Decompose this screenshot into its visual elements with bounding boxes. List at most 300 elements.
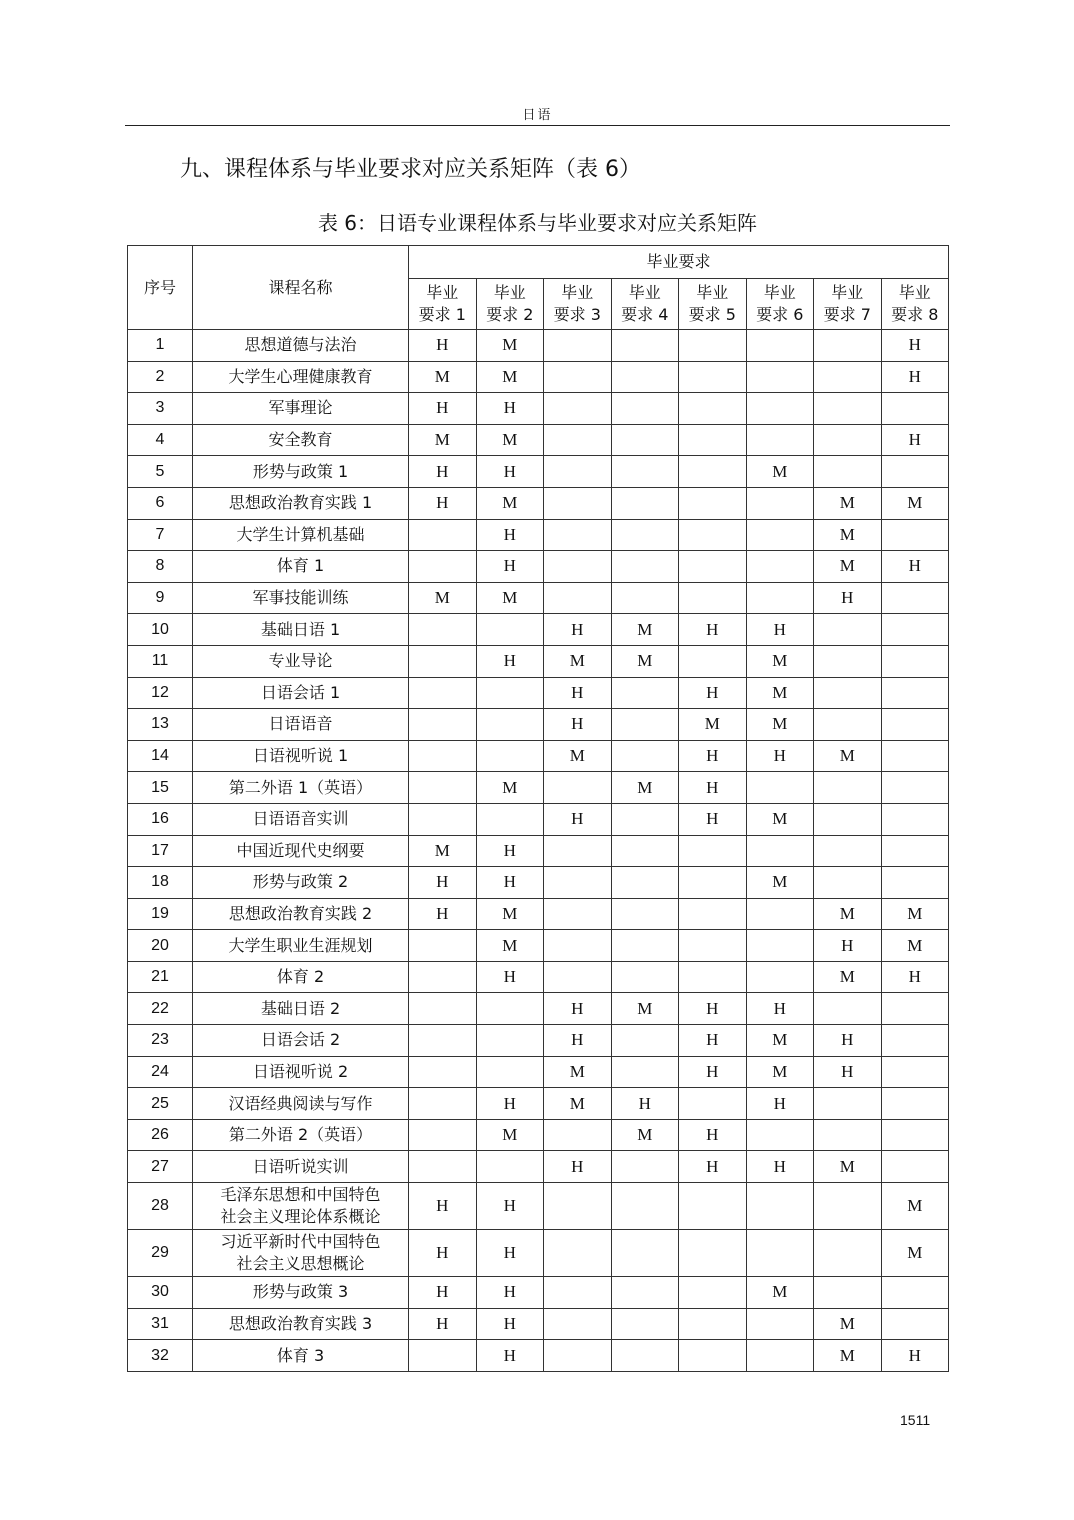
table-row	[128, 1340, 949, 1372]
requirement-3-cell	[544, 1340, 612, 1372]
requirement-3-cell: H	[544, 803, 612, 835]
requirement-6-cell: H	[746, 1088, 814, 1120]
course-name: 思想政治教育实践 1	[193, 487, 409, 519]
requirement-1-cell	[409, 961, 477, 993]
table-row	[128, 645, 949, 677]
row-number: 30	[128, 1277, 193, 1309]
table-row	[128, 614, 949, 646]
requirement-1-cell: H	[409, 1230, 477, 1277]
requirement-7-cell: M	[814, 487, 882, 519]
requirement-3-cell	[544, 424, 612, 456]
requirement-3-cell	[544, 456, 612, 488]
table-row	[128, 487, 949, 519]
requirement-6-cell: M	[746, 456, 814, 488]
requirement-1-cell	[409, 1088, 477, 1120]
requirement-6-cell	[746, 1340, 814, 1372]
requirement-6-cell	[746, 835, 814, 867]
table-row	[128, 361, 949, 393]
row-number: 26	[128, 1119, 193, 1151]
requirement-5-cell	[679, 1183, 747, 1230]
course-requirement-matrix	[127, 245, 949, 1372]
header-requirement-2: 毕业 要求 2	[476, 279, 544, 330]
course-name: 形势与政策 2	[193, 867, 409, 899]
requirement-8-cell	[881, 1277, 949, 1309]
requirement-3-cell: M	[544, 740, 612, 772]
table-row	[128, 1183, 949, 1230]
course-name: 第二外语 1（英语）	[193, 772, 409, 804]
requirement-6-cell	[746, 582, 814, 614]
row-number: 2	[128, 361, 193, 393]
requirement-4-cell	[611, 393, 679, 425]
table-row	[128, 835, 949, 867]
requirement-3-cell: M	[544, 1056, 612, 1088]
requirement-6-cell: M	[746, 645, 814, 677]
requirement-2-cell	[476, 740, 544, 772]
requirement-8-cell: M	[881, 487, 949, 519]
requirement-1-cell: H	[409, 393, 477, 425]
requirement-4-cell	[611, 456, 679, 488]
requirement-6-cell: M	[746, 867, 814, 899]
requirement-3-cell	[544, 867, 612, 899]
header-requirement-1: 毕业 要求 1	[409, 279, 477, 330]
course-name: 第二外语 2（英语）	[193, 1119, 409, 1151]
row-number: 24	[128, 1056, 193, 1088]
requirement-1-cell	[409, 1151, 477, 1183]
requirement-3-cell: M	[544, 1088, 612, 1120]
header-requirement-3: 毕业 要求 3	[544, 279, 612, 330]
requirement-2-cell	[476, 614, 544, 646]
requirement-7-cell	[814, 677, 882, 709]
requirement-3-cell	[544, 835, 612, 867]
requirement-6-cell: H	[746, 1151, 814, 1183]
header-seq: 序号	[128, 246, 193, 330]
course-name: 体育 2	[193, 961, 409, 993]
requirement-2-cell: M	[476, 582, 544, 614]
requirement-8-cell	[881, 582, 949, 614]
requirement-1-cell	[409, 1056, 477, 1088]
requirement-3-cell	[544, 772, 612, 804]
requirement-3-cell	[544, 582, 612, 614]
requirement-3-cell	[544, 393, 612, 425]
requirement-2-cell: M	[476, 361, 544, 393]
requirement-3-cell: H	[544, 614, 612, 646]
requirement-7-cell: M	[814, 1308, 882, 1340]
table-row	[128, 709, 949, 741]
requirement-5-cell	[679, 1088, 747, 1120]
requirement-2-cell	[476, 677, 544, 709]
requirement-4-cell	[611, 582, 679, 614]
requirement-3-cell	[544, 1119, 612, 1151]
table-row	[128, 1230, 949, 1277]
requirement-8-cell: H	[881, 424, 949, 456]
table-row	[128, 772, 949, 804]
table-row	[128, 867, 949, 899]
course-name: 基础日语 2	[193, 993, 409, 1025]
row-number: 1	[128, 330, 193, 362]
requirement-4-cell: M	[611, 772, 679, 804]
requirement-1-cell	[409, 519, 477, 551]
requirement-1-cell	[409, 740, 477, 772]
table-row	[128, 1151, 949, 1183]
requirement-5-cell	[679, 361, 747, 393]
requirement-4-cell	[611, 361, 679, 393]
requirement-1-cell	[409, 645, 477, 677]
requirement-3-cell	[544, 1230, 612, 1277]
course-name: 大学生计算机基础	[193, 519, 409, 551]
requirement-6-cell	[746, 330, 814, 362]
course-name: 形势与政策 1	[193, 456, 409, 488]
row-number: 3	[128, 393, 193, 425]
requirement-6-cell: M	[746, 677, 814, 709]
table-row	[128, 1119, 949, 1151]
requirement-6-cell	[746, 1119, 814, 1151]
requirement-1-cell: H	[409, 898, 477, 930]
row-number: 14	[128, 740, 193, 772]
requirement-7-cell	[814, 393, 882, 425]
requirement-1-cell	[409, 551, 477, 583]
requirement-2-cell: M	[476, 930, 544, 962]
requirement-5-cell	[679, 519, 747, 551]
requirement-2-cell: H	[476, 645, 544, 677]
requirement-6-cell	[746, 487, 814, 519]
row-number: 31	[128, 1308, 193, 1340]
requirement-2-cell: M	[476, 330, 544, 362]
requirement-4-cell	[611, 930, 679, 962]
requirement-7-cell	[814, 1183, 882, 1230]
row-number: 23	[128, 1025, 193, 1057]
requirement-6-cell	[746, 361, 814, 393]
requirement-4-cell	[611, 898, 679, 930]
requirement-2-cell: M	[476, 772, 544, 804]
requirement-3-cell: M	[544, 645, 612, 677]
requirement-2-cell: M	[476, 898, 544, 930]
requirement-7-cell	[814, 867, 882, 899]
course-name: 思想道德与法治	[193, 330, 409, 362]
header-requirement-7: 毕业 要求 7	[814, 279, 882, 330]
requirement-6-cell: M	[746, 1025, 814, 1057]
row-number: 32	[128, 1340, 193, 1372]
requirement-4-cell	[611, 709, 679, 741]
course-name: 思想政治教育实践 3	[193, 1308, 409, 1340]
row-number: 29	[128, 1230, 193, 1277]
requirement-2-cell: H	[476, 835, 544, 867]
requirement-3-cell: H	[544, 677, 612, 709]
requirement-8-cell	[881, 456, 949, 488]
row-number: 16	[128, 803, 193, 835]
requirement-6-cell: H	[746, 614, 814, 646]
course-name: 专业导论	[193, 645, 409, 677]
row-number: 17	[128, 835, 193, 867]
requirement-4-cell: H	[611, 1088, 679, 1120]
requirement-4-cell	[611, 835, 679, 867]
requirement-5-cell	[679, 582, 747, 614]
requirement-6-cell: H	[746, 993, 814, 1025]
requirement-3-cell	[544, 961, 612, 993]
requirement-2-cell	[476, 1151, 544, 1183]
course-name: 习近平新时代中国特色 社会主义思想概论	[193, 1230, 409, 1277]
requirement-5-cell: H	[679, 1151, 747, 1183]
requirement-4-cell	[611, 519, 679, 551]
requirement-1-cell: H	[409, 1308, 477, 1340]
requirement-8-cell	[881, 1088, 949, 1120]
requirement-2-cell	[476, 709, 544, 741]
requirement-7-cell: H	[814, 1025, 882, 1057]
requirement-7-cell	[814, 772, 882, 804]
requirement-5-cell: H	[679, 803, 747, 835]
requirement-5-cell: M	[679, 709, 747, 741]
course-name: 形势与政策 3	[193, 1277, 409, 1309]
course-name: 大学生心理健康教育	[193, 361, 409, 393]
row-number: 20	[128, 930, 193, 962]
requirement-2-cell: H	[476, 551, 544, 583]
requirement-5-cell	[679, 1230, 747, 1277]
requirement-5-cell	[679, 393, 747, 425]
requirement-4-cell	[611, 677, 679, 709]
requirement-5-cell	[679, 898, 747, 930]
table-row	[128, 330, 949, 362]
requirement-2-cell: H	[476, 1088, 544, 1120]
course-name: 汉语经典阅读与写作	[193, 1088, 409, 1120]
requirement-8-cell	[881, 1151, 949, 1183]
row-number: 21	[128, 961, 193, 993]
requirement-6-cell	[746, 551, 814, 583]
requirement-8-cell	[881, 835, 949, 867]
row-number: 5	[128, 456, 193, 488]
header-requirement-8: 毕业 要求 8	[881, 279, 949, 330]
row-number: 7	[128, 519, 193, 551]
requirement-3-cell: H	[544, 709, 612, 741]
table-caption: 表 6：日语专业课程体系与毕业要求对应关系矩阵	[317, 211, 758, 235]
requirement-6-cell	[746, 1183, 814, 1230]
requirement-8-cell	[881, 993, 949, 1025]
requirement-5-cell: H	[679, 1025, 747, 1057]
requirement-5-cell: H	[679, 772, 747, 804]
table-row	[128, 930, 949, 962]
requirement-6-cell: M	[746, 1277, 814, 1309]
requirement-8-cell: H	[881, 330, 949, 362]
section-title: 九、课程体系与毕业要求对应关系矩阵（表 6）	[180, 157, 641, 182]
table-row	[128, 993, 949, 1025]
requirement-7-cell: M	[814, 961, 882, 993]
requirement-6-cell	[746, 1308, 814, 1340]
requirement-5-cell	[679, 1340, 747, 1372]
requirement-4-cell	[611, 1025, 679, 1057]
requirement-5-cell	[679, 961, 747, 993]
requirement-2-cell	[476, 993, 544, 1025]
requirement-4-cell	[611, 330, 679, 362]
requirement-6-cell	[746, 961, 814, 993]
course-name: 体育 3	[193, 1340, 409, 1372]
requirement-2-cell: H	[476, 961, 544, 993]
table-row	[128, 677, 949, 709]
requirement-3-cell	[544, 330, 612, 362]
course-name: 日语视听说 1	[193, 740, 409, 772]
requirement-5-cell	[679, 456, 747, 488]
requirement-5-cell	[679, 930, 747, 962]
header-requirement-4: 毕业 要求 4	[611, 279, 679, 330]
requirement-1-cell	[409, 614, 477, 646]
requirement-4-cell: M	[611, 645, 679, 677]
requirement-5-cell	[679, 835, 747, 867]
row-number: 6	[128, 487, 193, 519]
requirement-7-cell: H	[814, 582, 882, 614]
row-number: 18	[128, 867, 193, 899]
row-number: 4	[128, 424, 193, 456]
requirement-3-cell	[544, 519, 612, 551]
requirement-7-cell: M	[814, 551, 882, 583]
requirement-1-cell: H	[409, 867, 477, 899]
requirement-2-cell: H	[476, 456, 544, 488]
requirement-8-cell	[881, 1308, 949, 1340]
requirement-6-cell: M	[746, 709, 814, 741]
requirement-7-cell	[814, 1230, 882, 1277]
course-name: 军事技能训练	[193, 582, 409, 614]
requirement-2-cell	[476, 1056, 544, 1088]
requirement-1-cell: H	[409, 1183, 477, 1230]
requirement-2-cell: M	[476, 424, 544, 456]
requirement-1-cell: H	[409, 456, 477, 488]
requirement-6-cell	[746, 393, 814, 425]
requirement-4-cell: M	[611, 614, 679, 646]
table-row	[128, 551, 949, 583]
requirement-5-cell	[679, 487, 747, 519]
requirement-6-cell	[746, 898, 814, 930]
requirement-1-cell: H	[409, 1277, 477, 1309]
requirement-4-cell	[611, 1308, 679, 1340]
table-row	[128, 1277, 949, 1309]
requirement-6-cell	[746, 1230, 814, 1277]
requirement-7-cell: M	[814, 1151, 882, 1183]
requirement-7-cell: H	[814, 930, 882, 962]
table-row	[128, 1088, 949, 1120]
requirement-3-cell	[544, 487, 612, 519]
requirement-3-cell	[544, 1308, 612, 1340]
row-number: 8	[128, 551, 193, 583]
requirement-1-cell	[409, 677, 477, 709]
table-row	[128, 1056, 949, 1088]
requirement-4-cell	[611, 961, 679, 993]
requirement-2-cell: H	[476, 1183, 544, 1230]
requirement-4-cell	[611, 551, 679, 583]
requirement-8-cell: M	[881, 898, 949, 930]
requirement-6-cell	[746, 424, 814, 456]
requirement-7-cell	[814, 1088, 882, 1120]
requirement-1-cell: M	[409, 424, 477, 456]
table-row	[128, 961, 949, 993]
requirement-1-cell	[409, 1119, 477, 1151]
requirement-8-cell	[881, 393, 949, 425]
requirement-3-cell	[544, 898, 612, 930]
requirement-8-cell: H	[881, 961, 949, 993]
table-row	[128, 519, 949, 551]
requirement-7-cell: M	[814, 740, 882, 772]
course-name: 安全教育	[193, 424, 409, 456]
requirement-8-cell: H	[881, 551, 949, 583]
row-number: 13	[128, 709, 193, 741]
requirement-7-cell	[814, 1119, 882, 1151]
course-name: 思想政治教育实践 2	[193, 898, 409, 930]
requirement-5-cell: H	[679, 1119, 747, 1151]
row-number: 15	[128, 772, 193, 804]
requirement-2-cell: M	[476, 487, 544, 519]
row-number: 22	[128, 993, 193, 1025]
running-header: 日语	[522, 108, 553, 123]
requirement-1-cell	[409, 803, 477, 835]
requirement-7-cell: H	[814, 1056, 882, 1088]
requirement-2-cell: H	[476, 867, 544, 899]
course-name: 军事理论	[193, 393, 409, 425]
requirement-8-cell: H	[881, 361, 949, 393]
requirement-7-cell	[814, 456, 882, 488]
requirement-6-cell	[746, 930, 814, 962]
requirement-4-cell	[611, 487, 679, 519]
course-name: 日语会话 2	[193, 1025, 409, 1057]
requirement-8-cell	[881, 677, 949, 709]
course-name: 毛泽东思想和中国特色 社会主义理论体系概论	[193, 1183, 409, 1230]
table-row	[128, 740, 949, 772]
requirement-6-cell: H	[746, 740, 814, 772]
requirement-7-cell	[814, 835, 882, 867]
requirement-4-cell: M	[611, 1119, 679, 1151]
course-name: 大学生职业生涯规划	[193, 930, 409, 962]
requirement-2-cell	[476, 803, 544, 835]
header-graduation-requirements: 毕业要求	[409, 246, 949, 279]
requirement-3-cell	[544, 1277, 612, 1309]
requirement-8-cell	[881, 772, 949, 804]
table-row	[128, 393, 949, 425]
requirement-8-cell	[881, 645, 949, 677]
table-row	[128, 582, 949, 614]
requirement-4-cell	[611, 1151, 679, 1183]
requirement-3-cell: H	[544, 1151, 612, 1183]
header-requirement-5: 毕业 要求 5	[679, 279, 747, 330]
table-row	[128, 803, 949, 835]
requirement-7-cell	[814, 330, 882, 362]
requirement-7-cell: M	[814, 898, 882, 930]
requirement-8-cell: H	[881, 1340, 949, 1372]
requirement-5-cell: H	[679, 677, 747, 709]
row-number: 9	[128, 582, 193, 614]
requirement-8-cell: M	[881, 1230, 949, 1277]
header-course-name: 课程名称	[193, 246, 409, 330]
requirement-3-cell	[544, 1183, 612, 1230]
requirement-8-cell	[881, 709, 949, 741]
requirement-7-cell	[814, 645, 882, 677]
requirement-5-cell	[679, 645, 747, 677]
requirement-1-cell	[409, 1025, 477, 1057]
requirement-4-cell	[611, 803, 679, 835]
requirement-8-cell	[881, 867, 949, 899]
requirement-4-cell	[611, 1056, 679, 1088]
requirement-1-cell	[409, 1340, 477, 1372]
requirement-3-cell	[544, 551, 612, 583]
requirement-5-cell	[679, 551, 747, 583]
requirement-4-cell	[611, 424, 679, 456]
row-number: 25	[128, 1088, 193, 1120]
requirement-1-cell	[409, 930, 477, 962]
requirement-7-cell: M	[814, 519, 882, 551]
requirement-3-cell	[544, 930, 612, 962]
requirement-1-cell	[409, 772, 477, 804]
course-name: 基础日语 1	[193, 614, 409, 646]
requirement-3-cell: H	[544, 1025, 612, 1057]
requirement-5-cell	[679, 424, 747, 456]
requirement-8-cell	[881, 803, 949, 835]
table-row	[128, 424, 949, 456]
row-number: 27	[128, 1151, 193, 1183]
requirement-5-cell	[679, 1308, 747, 1340]
requirement-2-cell	[476, 1025, 544, 1057]
